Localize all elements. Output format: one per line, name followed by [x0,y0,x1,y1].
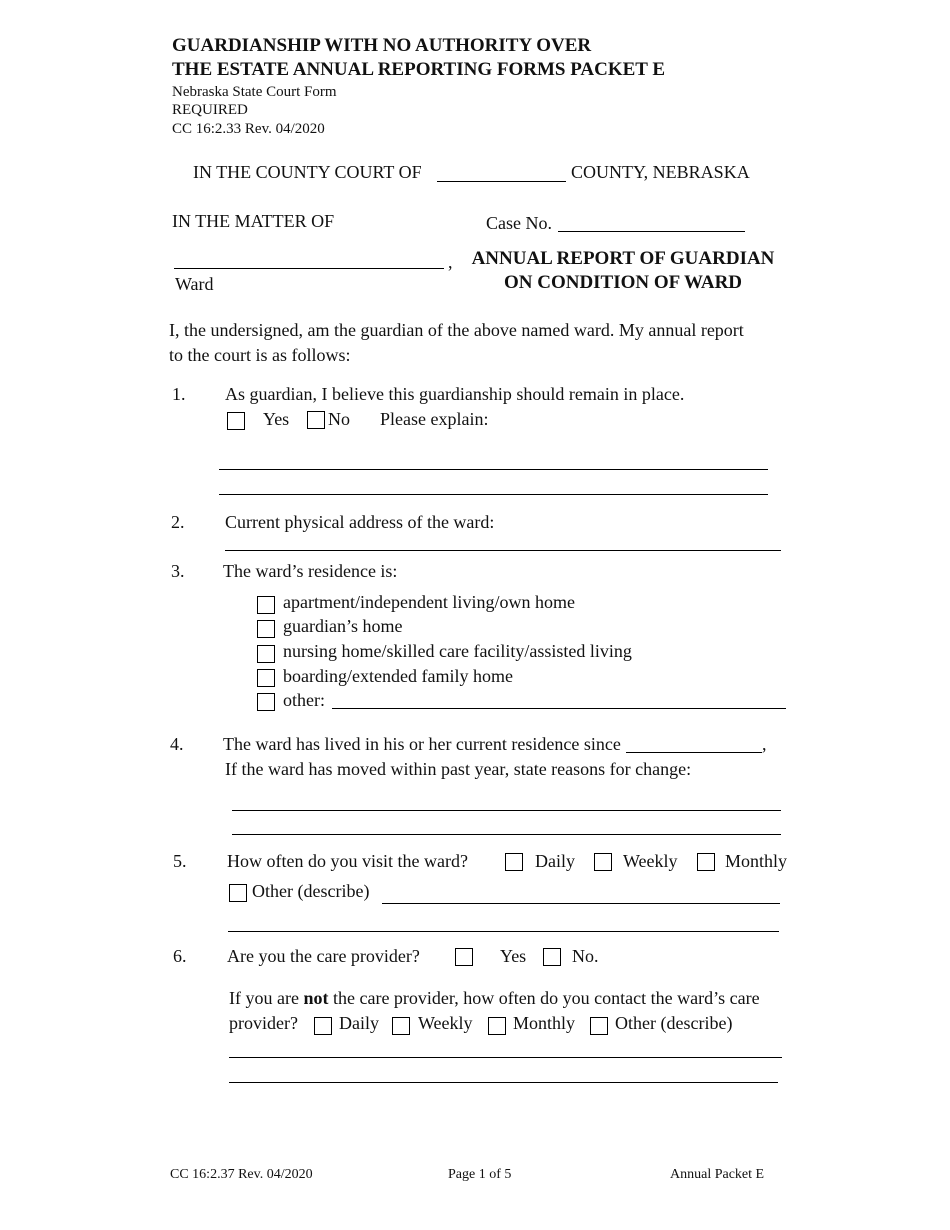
q3-option-apartment: apartment/independent living/own home [283,592,575,612]
q1-no-checkbox[interactable] [307,411,325,429]
q6-daily-checkbox[interactable] [314,1017,332,1035]
intro-line1: I, the undersigned, am the guardian of the above named ward. My annual report [169,320,744,340]
q5-number: 5. [173,851,187,871]
q4-number: 4. [170,734,184,754]
q6-monthly-checkbox[interactable] [488,1017,506,1035]
q4-reasons-line2[interactable] [232,834,781,835]
q2-number: 2. [171,512,185,532]
q6-text: Are you the care provider? [227,946,420,966]
q2-address-field[interactable] [225,550,781,551]
q4-reasons-line1[interactable] [232,810,781,811]
q6-weekly-checkbox[interactable] [392,1017,410,1035]
q5-text: How often do you visit the ward? [227,851,468,871]
q1-yes-label: Yes [263,409,290,429]
q1-no-label: No [328,409,350,429]
q3-number: 3. [171,561,185,581]
q4-text2: If the ward has moved within past year, state reasons for change: [225,759,692,779]
case-no-label: Case No. [486,213,552,233]
q4-text: The ward has lived in his or her current residence since [223,734,621,754]
county-field[interactable] [437,181,566,182]
q1-number: 1. [172,384,186,404]
q6-daily-label: Daily [339,1013,379,1033]
footer-page: Page 1 of 5 [448,1167,512,1182]
footer-packet: Annual Packet E [670,1167,765,1182]
q6-describe-line1[interactable] [229,1057,782,1058]
q6-yes-checkbox[interactable] [455,948,473,966]
ward-label: Ward [175,274,214,294]
report-title-line2: ON CONDITION OF WARD [503,272,743,293]
q5-weekly-checkbox[interactable] [594,853,612,871]
q6-other-label: Other (describe) [615,1013,733,1033]
q4-since-field[interactable] [626,752,762,753]
q1-explain-label: Please explain: [380,409,489,429]
intro-line2: to the court is as follows: [169,345,351,365]
court-suffix: COUNTY, NEBRASKA [571,162,750,182]
q6-describe-line2[interactable] [229,1082,778,1083]
form-title-line2: THE ESTATE ANNUAL REPORTING FORMS PACKET E [172,59,666,80]
q6-no-checkbox[interactable] [543,948,561,966]
q6-followup [229,988,760,1009]
q5-daily-checkbox[interactable] [505,853,523,871]
q6-no-label: No. [572,946,599,966]
q1-yes-checkbox[interactable] [227,412,245,430]
form-title-line1: GUARDIANSHIP WITH NO AUTHORITY OVER [172,35,592,56]
q4-trailing-comma: , [762,734,767,754]
form-number: CC 16:2.33 Rev. 04/2020 [172,121,325,137]
q1-text: As guardian, I believe this guardianship should remain in place. [225,384,685,404]
q6-followup-post: the care provider, how often do you contact the ward’s care [332,988,760,1008]
ward-name-field[interactable] [174,268,444,269]
q3-guardian-home-checkbox[interactable] [257,620,275,638]
q6-followup-pre: If you are [229,988,299,1008]
required-label: REQUIRED [172,102,248,118]
q3-option-other: other: [283,690,325,710]
q6-other-checkbox[interactable] [590,1017,608,1035]
q3-text: The ward’s residence is: [223,561,398,581]
footer-form-number: CC 16:2.37 Rev. 04/2020 [170,1167,313,1182]
q3-boarding-checkbox[interactable] [257,669,275,687]
q3-option-nursing-home: nursing home/skilled care facility/assisted living [283,641,632,661]
q5-daily-label: Daily [535,851,575,871]
q3-other-field[interactable] [332,708,786,709]
q1-explain-line2[interactable] [219,494,768,495]
q5-weekly-label: Weekly [623,851,678,871]
q1-explain-line1[interactable] [219,469,768,470]
court-prefix: IN THE COUNTY COURT OF [193,162,422,182]
q5-monthly-label: Monthly [725,851,788,871]
q5-other-checkbox[interactable] [229,884,247,902]
q3-option-guardian-home: guardian’s home [283,616,403,636]
q5-monthly-checkbox[interactable] [697,853,715,871]
q6-provider-label: provider? [229,1013,298,1033]
q5-other-line2[interactable] [228,931,779,932]
q6-monthly-label: Monthly [513,1013,576,1033]
q6-number: 6. [173,946,187,966]
form-source: Nebraska State Court Form [172,84,337,100]
caption-comma: , [448,252,453,272]
report-title-line1: ANNUAL REPORT OF GUARDIAN [471,248,775,269]
q3-option-boarding: boarding/extended family home [283,666,513,686]
q6-weekly-label: Weekly [418,1013,473,1033]
q2-text: Current physical address of the ward: [225,512,495,532]
q3-other-checkbox[interactable] [257,693,275,711]
case-no-field[interactable] [558,231,745,232]
q5-other-field[interactable] [382,903,780,904]
matter-label: IN THE MATTER OF [172,211,335,231]
q6-followup-bold: not [303,988,329,1008]
q5-other-label: Other (describe) [252,881,370,901]
q3-nursing-home-checkbox[interactable] [257,645,275,663]
q3-apartment-checkbox[interactable] [257,596,275,614]
q6-yes-label: Yes [500,946,527,966]
